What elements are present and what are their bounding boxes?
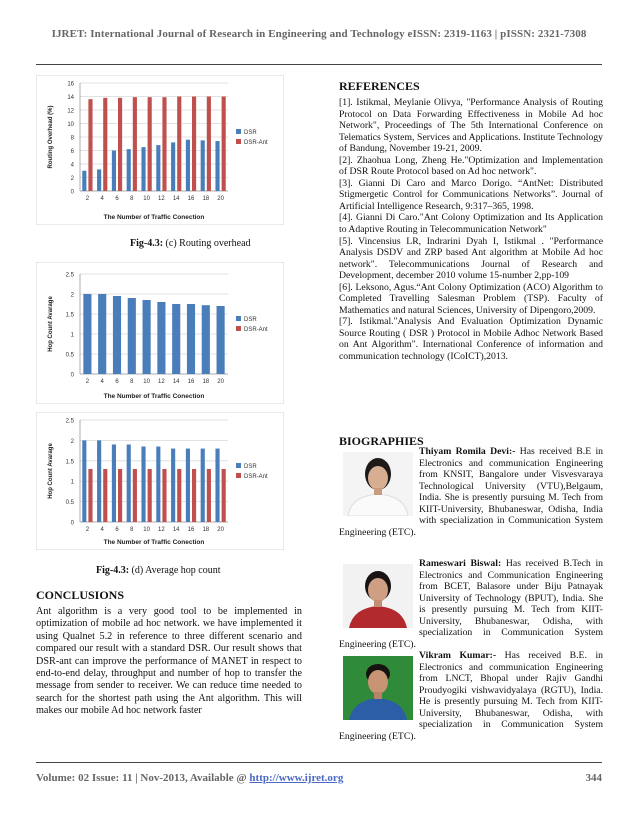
page-number: 344	[585, 772, 602, 784]
legend-swatch-dsr	[236, 316, 241, 321]
author-photo-1	[343, 452, 413, 516]
y-tick-label: 0	[70, 189, 74, 196]
y-tick-label: 2	[70, 292, 74, 299]
bar-dsr-ant	[162, 469, 166, 522]
legend-swatch-dsr-ant	[236, 473, 241, 478]
hop-count-dsr-chart-svg	[36, 262, 284, 404]
bar-dsr	[156, 447, 160, 522]
y-tick-label: 0.5	[65, 500, 74, 507]
reference-item: [2]. Zhaohua Long, Zheng He."Optimization and Implementation of DSR Route Protocol based on Ad hoc network".	[339, 154, 603, 178]
bar-dsr-ant	[222, 97, 226, 192]
bar-dsr-ant	[207, 97, 211, 192]
routing-overhead-chart-svg	[36, 75, 284, 225]
reference-item: [7]. Istikmal."Analysis And Evaluation Optimization Dynamic Source Routing ( DSR ) Protocol in Mobile Adhoc Network Based on Ant Algorithm". International Conference of information and communication technology (ICoICT),2013.	[339, 316, 603, 363]
header-rule	[36, 64, 602, 65]
x-tick-label: 4	[100, 196, 104, 202]
x-tick-label: 6	[115, 196, 119, 202]
bar-dsr	[141, 447, 145, 522]
y-tick-label: 0	[70, 520, 74, 527]
bar-dsr	[113, 296, 121, 374]
x-tick-label: 18	[202, 379, 210, 385]
bar-dsr	[143, 300, 151, 374]
y-axis-label: Hop Count Avarage	[48, 443, 54, 499]
bar-dsr	[171, 449, 175, 522]
reference-item: [4]. Gianni Di Caro."Ant Colony Optimization and Its Application to Adaptive Routing in Telecommunication Network"	[339, 212, 603, 236]
bar-dsr	[156, 145, 160, 191]
y-tick-label: 10	[67, 122, 74, 128]
x-tick-label: 16	[187, 527, 195, 533]
journal-header: IJRET: International Journal of Research in Engineering and Technology eISSN: 2319-1163 | pISSN: 2321-7308	[51, 28, 587, 40]
figure-c-caption: Fig-4.3: (c) Routing overhead	[130, 238, 251, 249]
x-tick-label: 16	[187, 379, 195, 385]
biography-3: Vikram Kumar:- Has received B.E. in Electronics and communication Engineering from LNCT, Bhopal under Rajiv Gandhi Proudyogiki vishwavidyalaya (RGTU), India. He is presently pursuing M. Tech from KIIT-University, Bhubaneswar, Odisha, with specialization in Communication System Engineering (ETC).	[339, 650, 603, 742]
legend-label: DSR	[244, 317, 257, 323]
legend-swatch-dsr	[236, 463, 241, 468]
references-list	[339, 97, 603, 363]
y-tick-label: 1.5	[65, 312, 74, 319]
x-tick-label: 10	[143, 527, 150, 533]
bar-dsr	[215, 141, 219, 191]
bar-dsr	[128, 298, 136, 374]
reference-item: [3]. Gianni Di Caro and Marco Dorigo. “AntNet: Distributed Stigmergetic Control for Communications Networks”. Journal of Artificial Intelligence Research, 9:317–365, 1998.	[339, 177, 603, 212]
y-tick-label: 2	[70, 438, 74, 445]
x-tick-label: 4	[100, 379, 104, 385]
bar-dsr-ant	[148, 97, 152, 191]
biographies-heading: BIOGRAPHIES	[339, 434, 424, 448]
x-tick-label: 20	[217, 379, 224, 385]
x-tick-label: 10	[143, 196, 150, 202]
legend-swatch-dsr-ant	[236, 326, 241, 331]
references-heading: REFERENCES	[339, 79, 420, 93]
legend-label: DSR-Ant	[244, 140, 268, 146]
x-tick-label: 8	[130, 379, 134, 385]
bar-dsr	[202, 305, 210, 374]
reference-item: [6]. Leksono, Agus.“Ant Colony Optimization (ACO) Algorithm to Completed Travelling Salesman Problem (TSP). Faculty of Mathematics and natural Sciences, University of Dipengoro,2009.	[339, 281, 603, 316]
bar-dsr-ant	[177, 97, 181, 192]
legend-label: DSR-Ant	[244, 474, 268, 480]
bar-dsr	[187, 304, 195, 374]
x-tick-label: 10	[143, 379, 150, 385]
bar-dsr-ant	[177, 469, 181, 522]
figure-d-caption: Fig-4.3: (d) Average hop count	[96, 565, 221, 576]
y-tick-label: 12	[67, 108, 74, 115]
y-tick-label: 1.5	[65, 459, 74, 466]
bar-dsr	[201, 449, 205, 522]
legend-label: DSR	[244, 130, 257, 136]
legend-swatch-dsr	[236, 129, 241, 134]
bar-dsr	[141, 147, 145, 191]
chart-routing-overhead	[36, 75, 284, 225]
author-photo-3	[343, 656, 413, 720]
y-tick-label: 0	[70, 372, 74, 379]
bar-dsr	[97, 169, 101, 191]
y-tick-label: 2	[70, 176, 74, 182]
x-tick-label: 18	[202, 196, 210, 202]
x-tick-label: 20	[217, 196, 224, 202]
reference-item: [5]. Vincensius LR, Indrarini Dyah I, Istikmal . "Performance Analysis DSDV and ZRP based Ant algorithm at Mobile Ad hoc network". Telecommunications Journal of Research and Development, december 2010 volume 15-number 2,pp-109	[339, 235, 603, 282]
bar-dsr-ant	[103, 98, 107, 191]
bar-dsr-ant	[118, 98, 122, 191]
bar-dsr	[127, 444, 131, 522]
biography-2: Rameswari Biswal: Has received B.Tech in Electronics and Communication Engineering from BCET, Balasore under Biju Patnayak University of Technology (BPUT), India. She is presently pursuing M. Tech from KIIT-University, Bhubaneswar, Odisha, with specialization in Communication System Engineering (ETC).	[339, 558, 603, 650]
bar-dsr	[82, 440, 86, 522]
bar-dsr	[171, 142, 175, 191]
footer-rule	[36, 762, 602, 763]
x-tick-label: 12	[158, 379, 165, 385]
legend-label: DSR	[244, 464, 257, 470]
x-axis-label: The Number of Traffic Conection	[103, 214, 205, 221]
bar-dsr-ant	[133, 469, 137, 522]
x-tick-label: 6	[115, 527, 119, 533]
bar-dsr	[186, 140, 190, 191]
bar-dsr-ant	[192, 97, 196, 192]
x-tick-label: 8	[130, 527, 134, 533]
footer	[36, 772, 602, 784]
y-tick-label: 1	[70, 479, 74, 486]
bar-dsr-ant	[88, 469, 92, 522]
biography-1: Thiyam Romila Devi:- Has received B.E in Electronics and communication Engineering from KNSIT, Bangalore under Visvesvaraya Technological University (VTU),Belgaum, India. She is presently pursuing M. Tech from KIIT-University, Bhubaneswar, Odisha, India with specialization in Communication System Engineering (ETC).	[339, 446, 603, 538]
chart-hop-count-compare	[36, 412, 284, 550]
y-tick-label: 14	[67, 95, 74, 101]
y-axis-label: Routing Overhead (%)	[48, 105, 54, 169]
y-tick-label: 4	[70, 162, 74, 169]
x-tick-label: 4	[100, 527, 104, 533]
bar-dsr-ant	[222, 469, 226, 522]
x-axis-label: The Number of Traffic Conection	[103, 393, 205, 400]
y-tick-label: 2.5	[65, 272, 74, 279]
bar-dsr	[186, 449, 190, 522]
bar-dsr	[215, 449, 219, 522]
bar-dsr	[172, 304, 180, 374]
x-tick-label: 18	[202, 527, 210, 533]
bar-dsr-ant	[88, 99, 92, 191]
x-tick-label: 14	[172, 527, 180, 533]
x-tick-label: 12	[158, 527, 165, 533]
y-tick-label: 8	[70, 135, 74, 142]
bar-dsr-ant	[162, 97, 166, 191]
y-tick-label: 0.5	[65, 352, 74, 359]
bar-dsr	[201, 140, 205, 191]
bar-dsr-ant	[207, 469, 211, 522]
bar-dsr-ant	[103, 469, 107, 522]
x-tick-label: 14	[172, 196, 180, 202]
reference-item: [1]. Istikmal, Meylanie Olivya, "Performance Analysis of Routing Protocol on Data Forwarding Effectiveness in Mobile Ad hoc Network", Proceedings of The 5th International Conference on Telematics System, Services and Applications. Institute Technology of Bandung, November 19-21, 2009.	[339, 97, 603, 155]
bar-dsr	[157, 302, 165, 374]
bar-dsr-ant	[133, 97, 137, 191]
chart-hop-count-dsr	[36, 262, 284, 404]
x-tick-label: 2	[85, 527, 90, 533]
x-tick-label: 2	[85, 196, 90, 202]
bar-dsr	[83, 294, 91, 374]
x-tick-label: 2	[85, 379, 90, 385]
x-tick-label: 14	[172, 379, 180, 385]
legend-label: DSR-Ant	[244, 327, 268, 333]
y-tick-label: 16	[67, 81, 74, 88]
x-tick-label: 12	[158, 196, 165, 202]
footer-volume: Volume: 02 Issue: 11 | Nov-2013, Available @	[36, 772, 250, 784]
bar-dsr-ant	[192, 469, 196, 522]
bar-dsr	[127, 149, 131, 191]
conclusions-body: Ant algorithm is a very good tool to be implemented in optimization of mobile ad hoc network. we have implemented it using Qualnet 5.2 in reference to three different scenario and compared our result with a standard DSR. Our result shows that DSR-ant can improve the performance of MANET in respect to end-to-end delay, throughput and number of hop to transfer the message from sender to receiver. We can reduce time needed to search for the shortest path using the Ant algorithm. This will makes our mobile Ad hoc network faster	[36, 606, 302, 717]
bar-dsr	[112, 151, 116, 192]
x-tick-label: 16	[187, 196, 195, 202]
bar-dsr-ant	[148, 469, 152, 522]
bar-dsr	[112, 444, 116, 522]
hop-count-compare-chart-svg	[36, 412, 284, 550]
x-tick-label: 8	[130, 196, 134, 202]
y-axis-label: Hop Count Avarage	[48, 296, 54, 352]
x-tick-label: 20	[217, 527, 224, 533]
bar-dsr	[97, 440, 101, 522]
y-tick-label: 1	[70, 332, 74, 339]
bar-dsr	[82, 171, 86, 191]
y-tick-label: 2.5	[65, 418, 74, 425]
x-tick-label: 6	[115, 379, 119, 385]
bar-dsr-ant	[118, 469, 122, 522]
author-photo-2	[343, 564, 413, 628]
footer-link[interactable]: http://www.ijret.org	[249, 772, 344, 784]
legend-swatch-dsr-ant	[236, 139, 241, 144]
x-axis-label: The Number of Traffic Conection	[103, 539, 205, 546]
conclusions-heading: CONCLUSIONS	[36, 588, 125, 602]
bar-dsr	[217, 306, 225, 374]
y-tick-label: 6	[70, 149, 74, 155]
bar-dsr	[98, 294, 106, 374]
